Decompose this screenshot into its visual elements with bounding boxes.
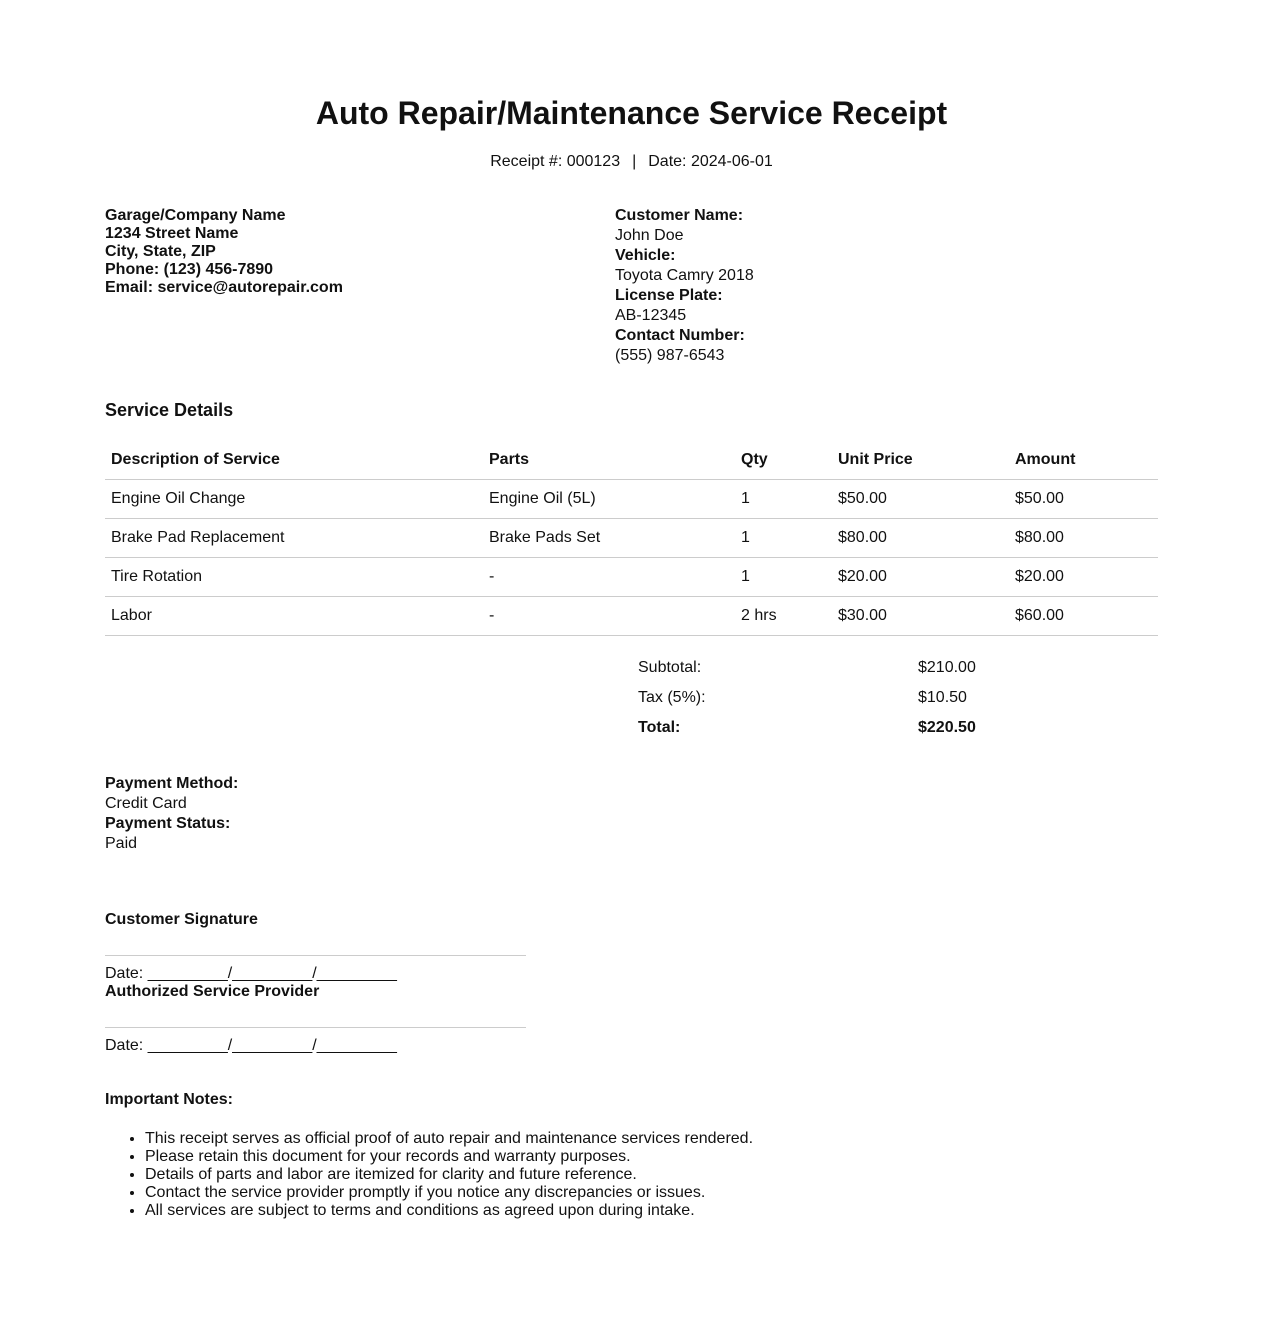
garage-email: Email: service@autorepair.com [105, 279, 343, 296]
service-amount: $80.00 [1009, 519, 1158, 558]
important-notes [105, 1091, 1158, 1220]
garage-phone: Phone: (123) 456-7890 [105, 261, 274, 278]
payment-status-label: Payment Status: [105, 815, 231, 832]
subtotal-row [637, 655, 997, 685]
contact-number-label: Contact Number: [615, 327, 745, 344]
total-label: Total: [638, 719, 681, 736]
list-item: • This receipt serves as official proof of auto repair and maintenance services rendered. [145, 1130, 1158, 1148]
table-row [105, 480, 1158, 519]
garage-street: 1234 Street Name [105, 225, 239, 242]
service-description: Tire Rotation [105, 558, 483, 597]
total-row [637, 715, 997, 745]
receipt-number: Receipt #: 000123 [490, 153, 621, 170]
customer-name: John Doe [615, 227, 684, 244]
list-item: • Please retain this document for your records and warranty purposes. [145, 1148, 1158, 1166]
receipt-meta [105, 152, 1158, 172]
payment-method-label: Payment Method: [105, 775, 239, 792]
service-parts: - [483, 597, 735, 636]
tax-row [637, 685, 997, 715]
table-header-row [105, 440, 1158, 480]
service-parts: Brake Pads Set [483, 519, 735, 558]
service-table [105, 440, 1158, 636]
header-parts: Parts [483, 440, 735, 480]
header-amount: Amount [1009, 440, 1158, 480]
customer-signature-date: Date: _________/_________/_________ [105, 965, 397, 982]
service-details-heading: Service Details [105, 400, 234, 420]
payment-info [105, 775, 238, 855]
license-plate-value: AB-12345 [615, 307, 687, 324]
service-description: Engine Oil Change [105, 480, 483, 519]
tax-value: $10.50 [918, 689, 967, 706]
license-plate-label: License Plate: [615, 287, 723, 304]
garage-name: Garage/Company Name [105, 207, 286, 224]
contact-number-value: (555) 987-6543 [615, 347, 725, 364]
customer-signature-line [105, 929, 526, 956]
provider-signature-line [105, 1001, 526, 1028]
list-item: • Details of parts and labor are itemized for clarity and future reference. [145, 1166, 1158, 1184]
customer-name-label: Customer Name: [615, 207, 744, 224]
service-parts: - [483, 558, 735, 597]
totals-summary [637, 655, 997, 745]
subtotal-value: $210.00 [918, 659, 976, 676]
header-description: Description of Service [105, 440, 483, 480]
service-unit-price: $30.00 [832, 597, 1009, 636]
garage-city: City, State, ZIP [105, 243, 216, 260]
notes-label: Important Notes: [105, 1091, 233, 1108]
service-amount: $50.00 [1009, 480, 1158, 519]
table-row [105, 558, 1158, 597]
service-unit-price: $20.00 [832, 558, 1009, 597]
garage-info [105, 207, 343, 297]
service-qty: 2 hrs [735, 597, 832, 636]
customer-info [615, 207, 754, 367]
service-amount: $60.00 [1009, 597, 1158, 636]
table-row [105, 597, 1158, 636]
customer-signature-block [105, 911, 526, 1055]
service-qty: 1 [735, 480, 832, 519]
service-description: Brake Pad Replacement [105, 519, 483, 558]
provider-signature-label: Authorized Service Provider [105, 983, 320, 1000]
service-amount: $20.00 [1009, 558, 1158, 597]
receipt-date: Date: 2024-06-01 [648, 153, 773, 170]
vehicle-value: Toyota Camry 2018 [615, 267, 754, 284]
header-unit-price: Unit Price [832, 440, 1009, 480]
meta-separator: | [632, 153, 637, 170]
service-qty: 1 [735, 558, 832, 597]
service-unit-price: $50.00 [832, 480, 1009, 519]
table-row [105, 519, 1158, 558]
list-item: • All services are subject to terms and conditions as agreed upon during intake. [145, 1202, 1158, 1220]
service-parts: Engine Oil (5L) [483, 480, 735, 519]
service-unit-price: $80.00 [832, 519, 1009, 558]
header-qty: Qty [735, 440, 832, 480]
vehicle-label: Vehicle: [615, 247, 676, 264]
service-qty: 1 [735, 519, 832, 558]
subtotal-label: Subtotal: [638, 659, 702, 676]
payment-status-value: Paid [105, 835, 138, 852]
customer-signature-label: Customer Signature [105, 911, 258, 928]
receipt-title: Auto Repair/Maintenance Service Receipt [315, 95, 948, 131]
payment-method-value: Credit Card [105, 795, 187, 812]
total-value: $220.50 [918, 719, 976, 736]
tax-label: Tax (5%): [638, 689, 706, 706]
notes-list [105, 1130, 1158, 1220]
service-description: Labor [105, 597, 483, 636]
provider-signature-date: Date: _________/_________/_________ [105, 1037, 397, 1054]
list-item: • Contact the service provider promptly if you notice any discrepancies or issues. [145, 1184, 1158, 1202]
